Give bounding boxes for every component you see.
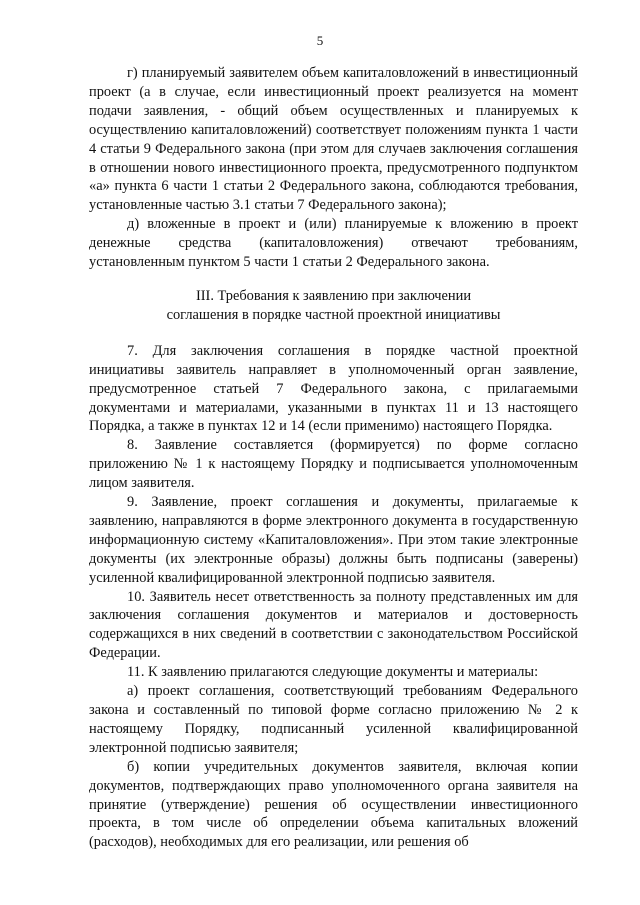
section-heading-line: соглашения в порядке частной проектной инициативы xyxy=(166,306,501,323)
paragraph-item-a: а) проект соглашения, соответствующий требованиям Федерального закона и составленный по типовой форме согласно приложению № 2 к настоящему Порядку, подписанный усиленной квалифицированной электронной подписью заявителя; xyxy=(89,683,578,756)
paragraph-clause-9: 9. Заявление, проект соглашения и документы, прилагаемые к заявлению, направляются в форме электронного документа в государственную информационную систему «Капиталовложения». При этом такие электронные документы (их электронные образы) должны быть подписаны (заверены) усиленной квалифицированной электронной подписью заявителя. xyxy=(89,494,578,586)
section-heading xyxy=(89,287,578,325)
paragraph-clause-10: 10. Заявитель несет ответственность за полноту представленных им для заключения соглашения документов и материалов и достоверность содержащихся в них сведений в соответствии с законодательством Российской Федерации. xyxy=(89,588,578,662)
paragraph-item-d: д) вложенные в проект и (или) планируемые к вложению в проект денежные средства (капиталовложения) отвечают требованиям, установленным пунктом 5 части 1 статьи 2 Федерального закона. xyxy=(89,216,578,271)
paragraph-clause-11: 11. К заявлению прилагаются следующие документы и материалы: xyxy=(127,664,539,681)
paragraph-item-g: г) планируемый заявителем объем капиталовложений в инвестиционный проект (а в случае, если инвестиционный проект реализуется на момент подачи заявления, - общий объем осуществленных и планируемых к осуществлению капиталовложений) соответствует положениям пункта 1 части 4 статьи 9 Федерального закона (при этом для случаев заключения соглашения в отношении нового инвестиционного проекта, предусмотренного подпунктом «а» пункта 6 части 1 статьи 2 Федерального закона, соблюдаются требования, установленные частью 3.1 статьи 7 Федерального закона); xyxy=(89,65,578,214)
page-number: 5 xyxy=(316,33,324,48)
document-body xyxy=(89,64,578,852)
paragraph-item-b: б) копии учредительных документов заявителя, включая копии документов, подтверждающих право уполномоченного органа заявителя на принятие (утверждение) решения об осуществлении инвестиционного проекта, в том числе об определении объема капитальных вложений (расходов), необходимых для его реализации, или решения об xyxy=(89,758,578,851)
paragraph-clause-8: 8. Заявление составляется (формируется) по форме согласно приложению № 1 к настоящему Порядку и подписывается уполномоченным лицом заявителя. xyxy=(89,437,578,492)
paragraph-clause-7: 7. Для заключения соглашения в порядке частной проектной инициативы заявитель направляет в уполномоченный орган заявление, предусмотренное статьей 7 Федерального закона, с прилагаемыми документами и материалами, указанными в пунктах 11 и 13 настоящего Порядка, а также в пунктах 12 и 14 (если применимо) настоящего Порядка. xyxy=(89,342,578,435)
section-heading-line: III. Требования к заявлению при заключении xyxy=(195,287,472,304)
